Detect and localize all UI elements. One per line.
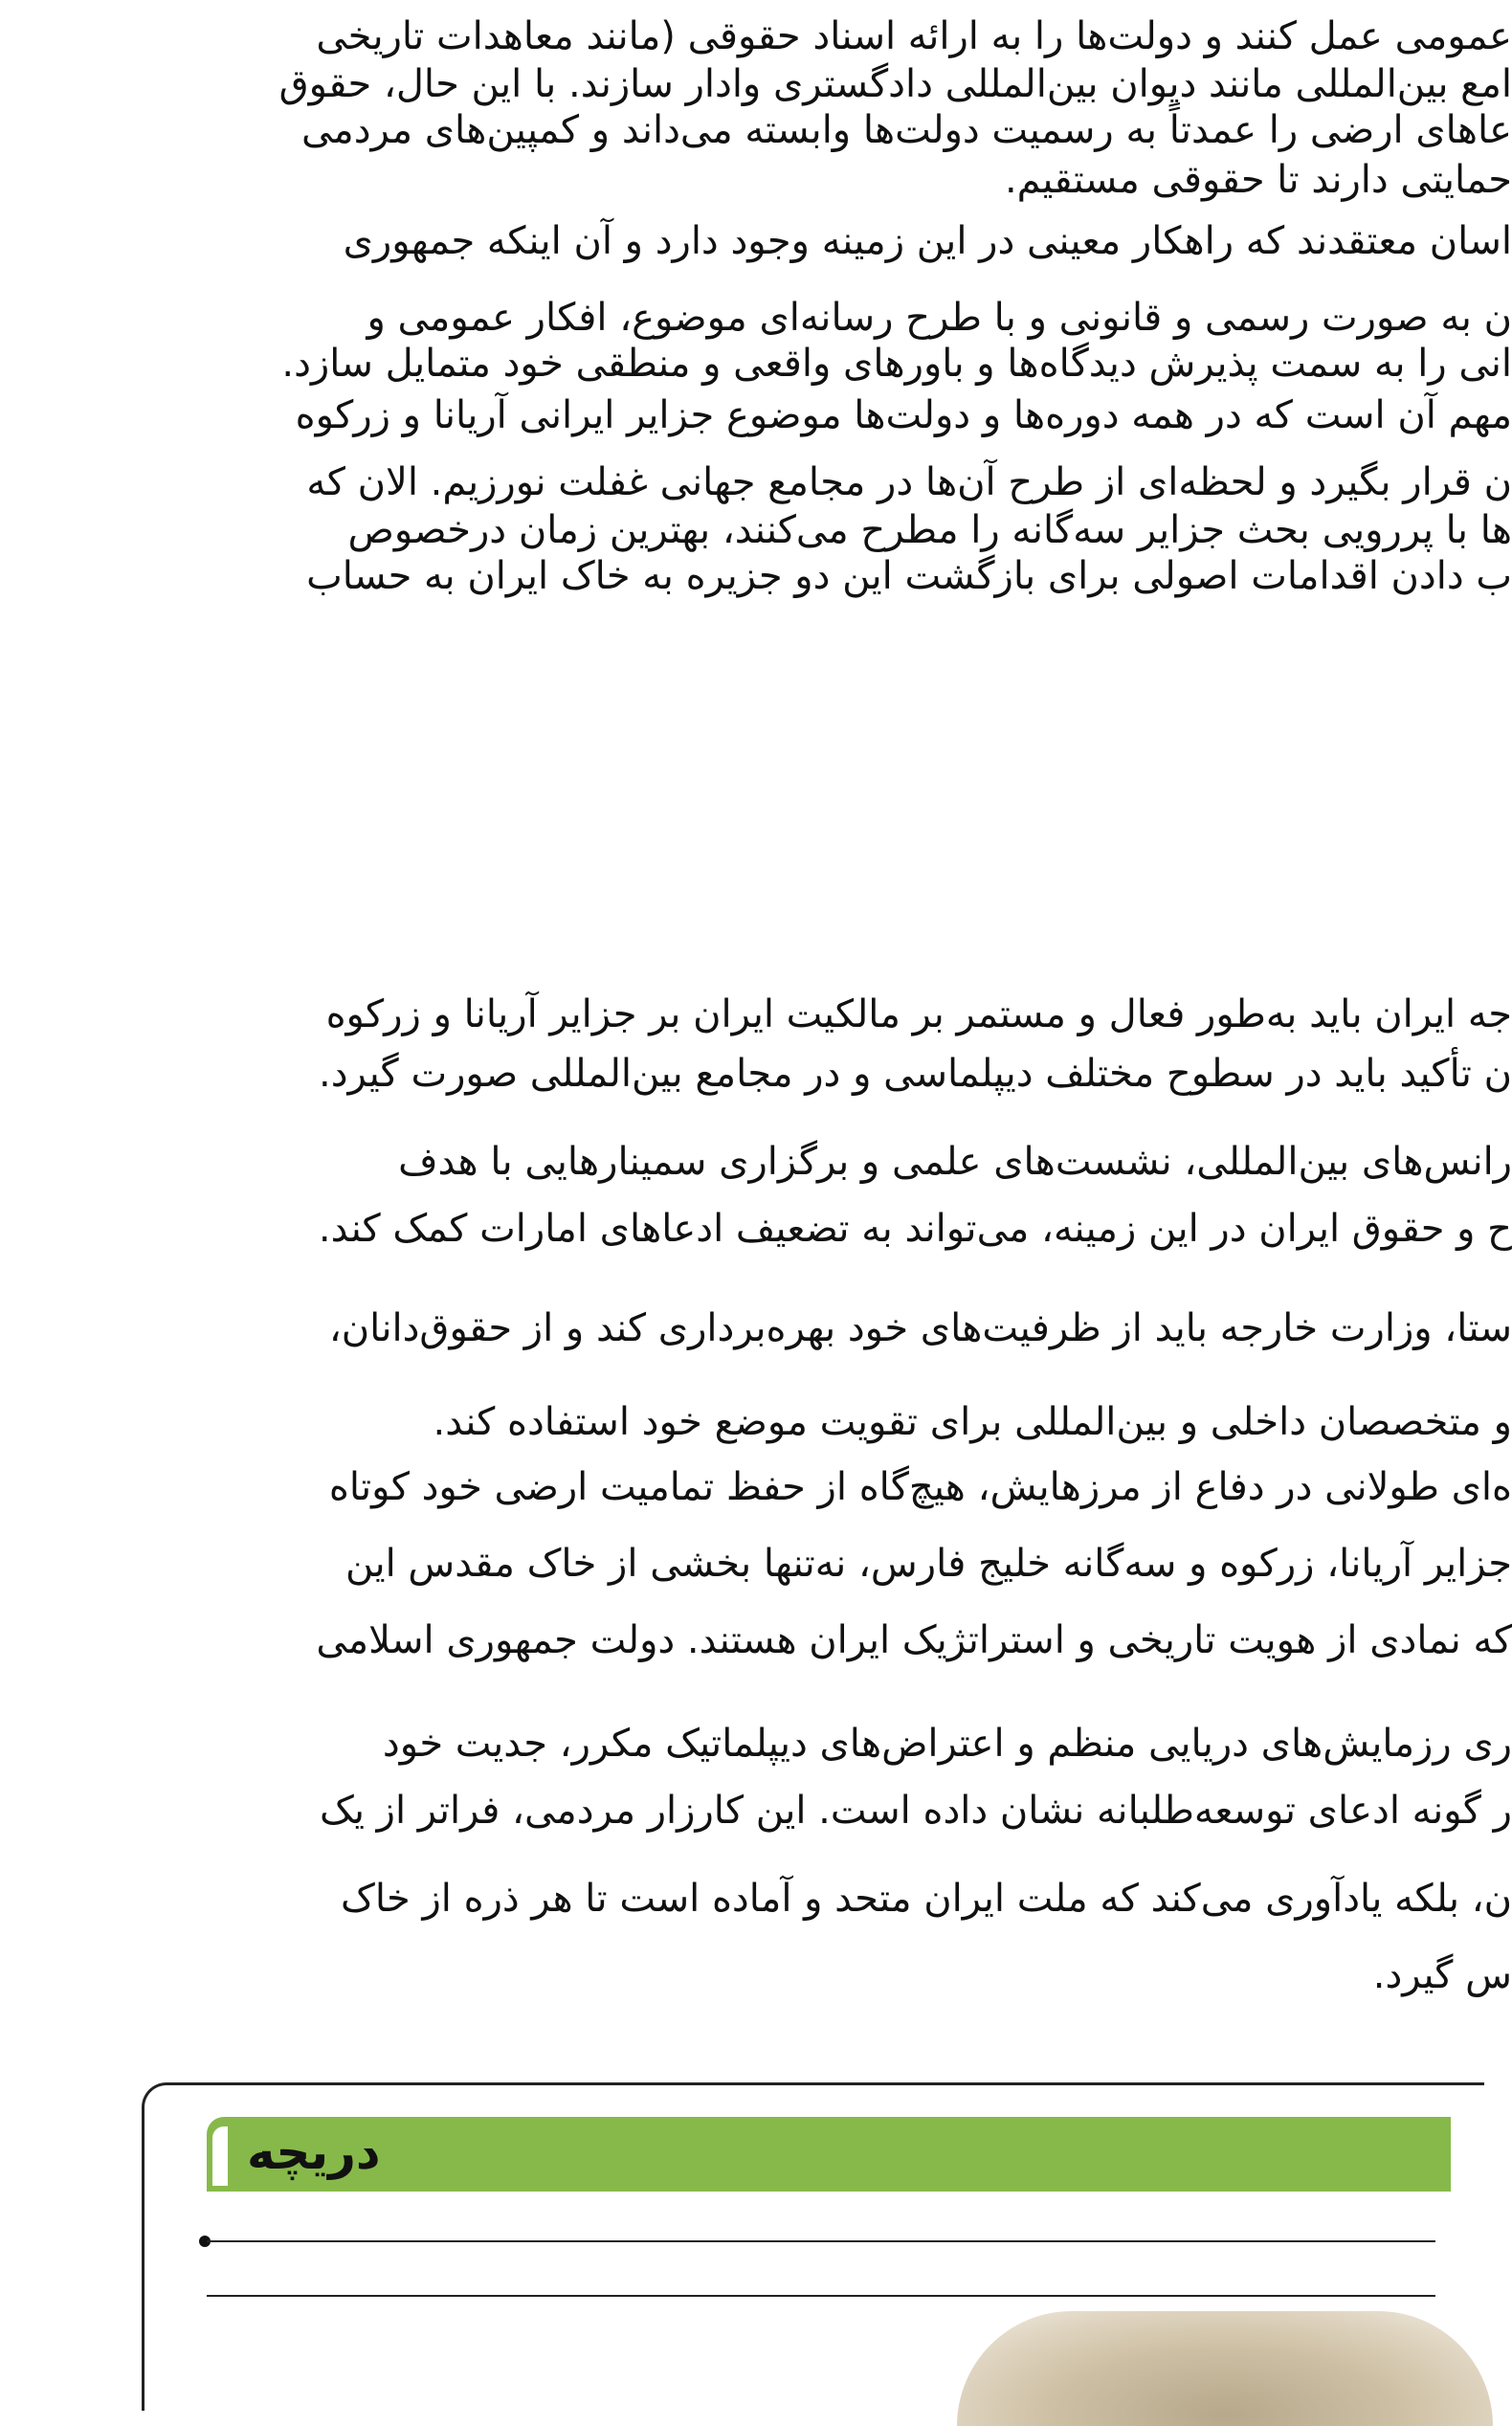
article-line: ه‌ای طولانی در دفاع از مرزهایش، هیچ‌گاه از حفظ تمامیت ارضی خود کوتاه bbox=[329, 1464, 1512, 1510]
article-line: ر گونه ادعای توسعه‌طلبانه نشان داده است. این کارزار مردمی، فراتر از یک bbox=[320, 1788, 1512, 1834]
article-line: ح و حقوق ایران در این زمینه، می‌تواند به تضعیف ادعاهای امارات کمک کند. bbox=[319, 1206, 1512, 1252]
photo-thumbnail bbox=[957, 2311, 1493, 2426]
article-line: عمومی عمل کنند و دولت‌ها را به ارائه اسناد حقوقی (مانند معاهدات تاریخی bbox=[316, 13, 1512, 59]
article-line: حمایتی دارند تا حقوقی مستقیم. bbox=[1005, 157, 1512, 203]
article-line: اسان معتقدند که راهکار معینی در این زمینه وجود دارد و آن اینکه جمهوری bbox=[344, 218, 1512, 264]
article-line: رانس‌های بین‌المللی، نشست‌های علمی و برگزاری سمینارهایی با هدف bbox=[398, 1139, 1512, 1185]
article-line: س گیرد. bbox=[1373, 1952, 1512, 1998]
article-line: ستا، وزارت خارجه باید از ظرفیت‌های خود بهره‌برداری کند و از حقوق‌دانان، bbox=[329, 1305, 1512, 1351]
article-line: ن، بلکه یادآوری می‌کند که ملت ایران متحد و آماده است تا هر ذره از خاک bbox=[341, 1876, 1512, 1922]
header-notch-decoration bbox=[212, 2126, 228, 2186]
article-line: ب دادن اقدامات اصولی برای بازگشت این دو جزیره به خاک ایران به حساب bbox=[306, 553, 1512, 599]
article-line: ن تأکید باید در سطوح مختلف دیپلماسی و در مجامع بین‌المللی صورت گیرد. bbox=[319, 1051, 1512, 1097]
sidebar-box-header bbox=[207, 2117, 1451, 2192]
article-line: ری رزمایش‌های دریایی منظم و اعتراض‌های دیپلماتیک مکرر، جدیت خود bbox=[383, 1721, 1512, 1767]
article-line: که نمادی از هویت تاریخی و استراتژیک ایران هستند. دولت جمهوری اسلامی bbox=[316, 1617, 1512, 1663]
divider-rule bbox=[207, 2295, 1435, 2297]
article-line: جزایر آریانا، زرکوه و سه‌گانه خلیج فارس، نه‌تنها بخشی از خاک مقدس این bbox=[345, 1541, 1512, 1587]
article-line: امع بین‌المللی مانند دیوان بین‌المللی دادگستری وادار سازند. با این حال، حقوق bbox=[279, 61, 1512, 107]
sidebar-box-title: دریچه bbox=[247, 2119, 381, 2186]
article-line: جه ایران باید به‌طور فعال و مستمر بر مالکیت ایران بر جزایر آریانا و زرکوه bbox=[326, 991, 1512, 1037]
article-line: ن قرار بگیرد و لحظه‌ای از طرح آن‌ها در مجامع جهانی غفلت نورزیم. الان که bbox=[306, 459, 1512, 505]
divider-rule bbox=[207, 2240, 1435, 2242]
article-line: عاهای ارضی را عمدتاً به رسمیت دولت‌ها وابسته می‌داند و کمپین‌های مردمی bbox=[301, 107, 1512, 153]
article-line: ها با پررویی بحث جزایر سه‌گانه را مطرح می‌کنند، بهترین زمان درخصوص bbox=[348, 507, 1512, 553]
article-line: ن به صورت رسمی و قانونی و با طرح رسانه‌ای موضوع، افکار عمومی و bbox=[367, 295, 1512, 341]
article-line: و متخصصان داخلی و بین‌المللی برای تقویت موضع خود استفاده کند. bbox=[434, 1399, 1512, 1445]
article-line: انی را به سمت پذیرش دیدگاه‌ها و باورهای واقعی و منطقی خود متمایل سازد. bbox=[281, 341, 1512, 387]
article-line: مهم آن است که در همه دوره‌ها و دولت‌ها موضوع جزایر ایرانی آریانا و زرکوه bbox=[296, 392, 1512, 438]
